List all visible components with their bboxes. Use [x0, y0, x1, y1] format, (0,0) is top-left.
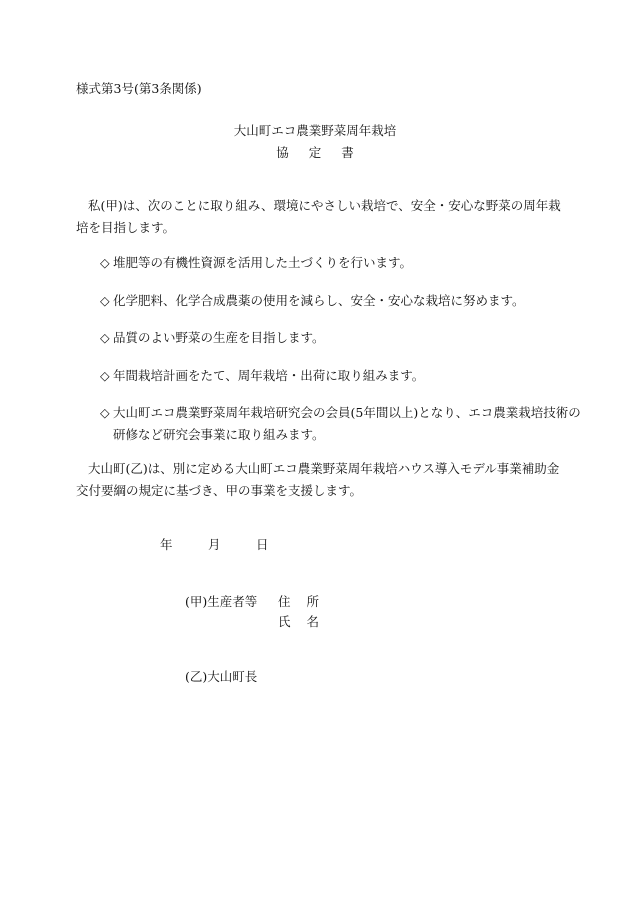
- list-item: [100, 365, 583, 387]
- address-label: 住 所: [278, 594, 325, 609]
- title-block: [0, 120, 630, 164]
- list-item-text: 堆肥等の有機性資源を活用した土づくりを行います。: [113, 255, 413, 270]
- list-item-text: 大山町エコ農業野菜周年栽培研究会の会員(5年間以上)となり、エコ農業栽培技術の研修など研究会事業に取り組みます。: [113, 405, 581, 442]
- name-label: 氏 名: [278, 614, 325, 629]
- date-year-label: 年: [160, 537, 173, 552]
- document-title: 大山町エコ農業野菜周年栽培: [233, 123, 397, 138]
- form-number: 様式第3号(第3条関係): [76, 81, 202, 96]
- intro-paragraph: 私(甲)は、次のことに取り組み、環境にやさしい栽培で、安全・安心な野菜の周年栽培を目指します。: [76, 198, 561, 235]
- diamond-bullet-icon: ◇: [100, 293, 110, 308]
- date-day-label: 日: [256, 537, 269, 552]
- document-subtitle: 協 定 書: [276, 145, 362, 160]
- list-item-text: 化学肥料、化学合成農薬の使用を減らし、安全・安心な栽培に努めます。: [113, 293, 525, 308]
- list-item-text: 年間栽培計画をたて、周年栽培・出荷に取り組みます。: [113, 368, 425, 383]
- support-paragraph: 大山町(乙)は、別に定める大山町エコ農業野菜周年栽培ハウス導入モデル事業補助金交付要綱の規定に基づき、甲の事業を支援します。: [76, 461, 560, 498]
- list-item: [100, 290, 583, 312]
- date-month-label: 月: [208, 537, 221, 552]
- list-item: [100, 327, 583, 349]
- diamond-bullet-icon: ◇: [100, 255, 110, 270]
- list-item: [100, 252, 583, 274]
- party-b-label: (乙)大山町長: [185, 669, 258, 684]
- list-item-text: 品質のよい野菜の生産を目指します。: [113, 330, 325, 345]
- diamond-bullet-icon: ◇: [100, 405, 110, 420]
- list-item: [100, 402, 583, 446]
- party-a-label: (甲)生産者等: [185, 594, 258, 609]
- diamond-bullet-icon: ◇: [100, 368, 110, 383]
- diamond-bullet-icon: ◇: [100, 330, 110, 345]
